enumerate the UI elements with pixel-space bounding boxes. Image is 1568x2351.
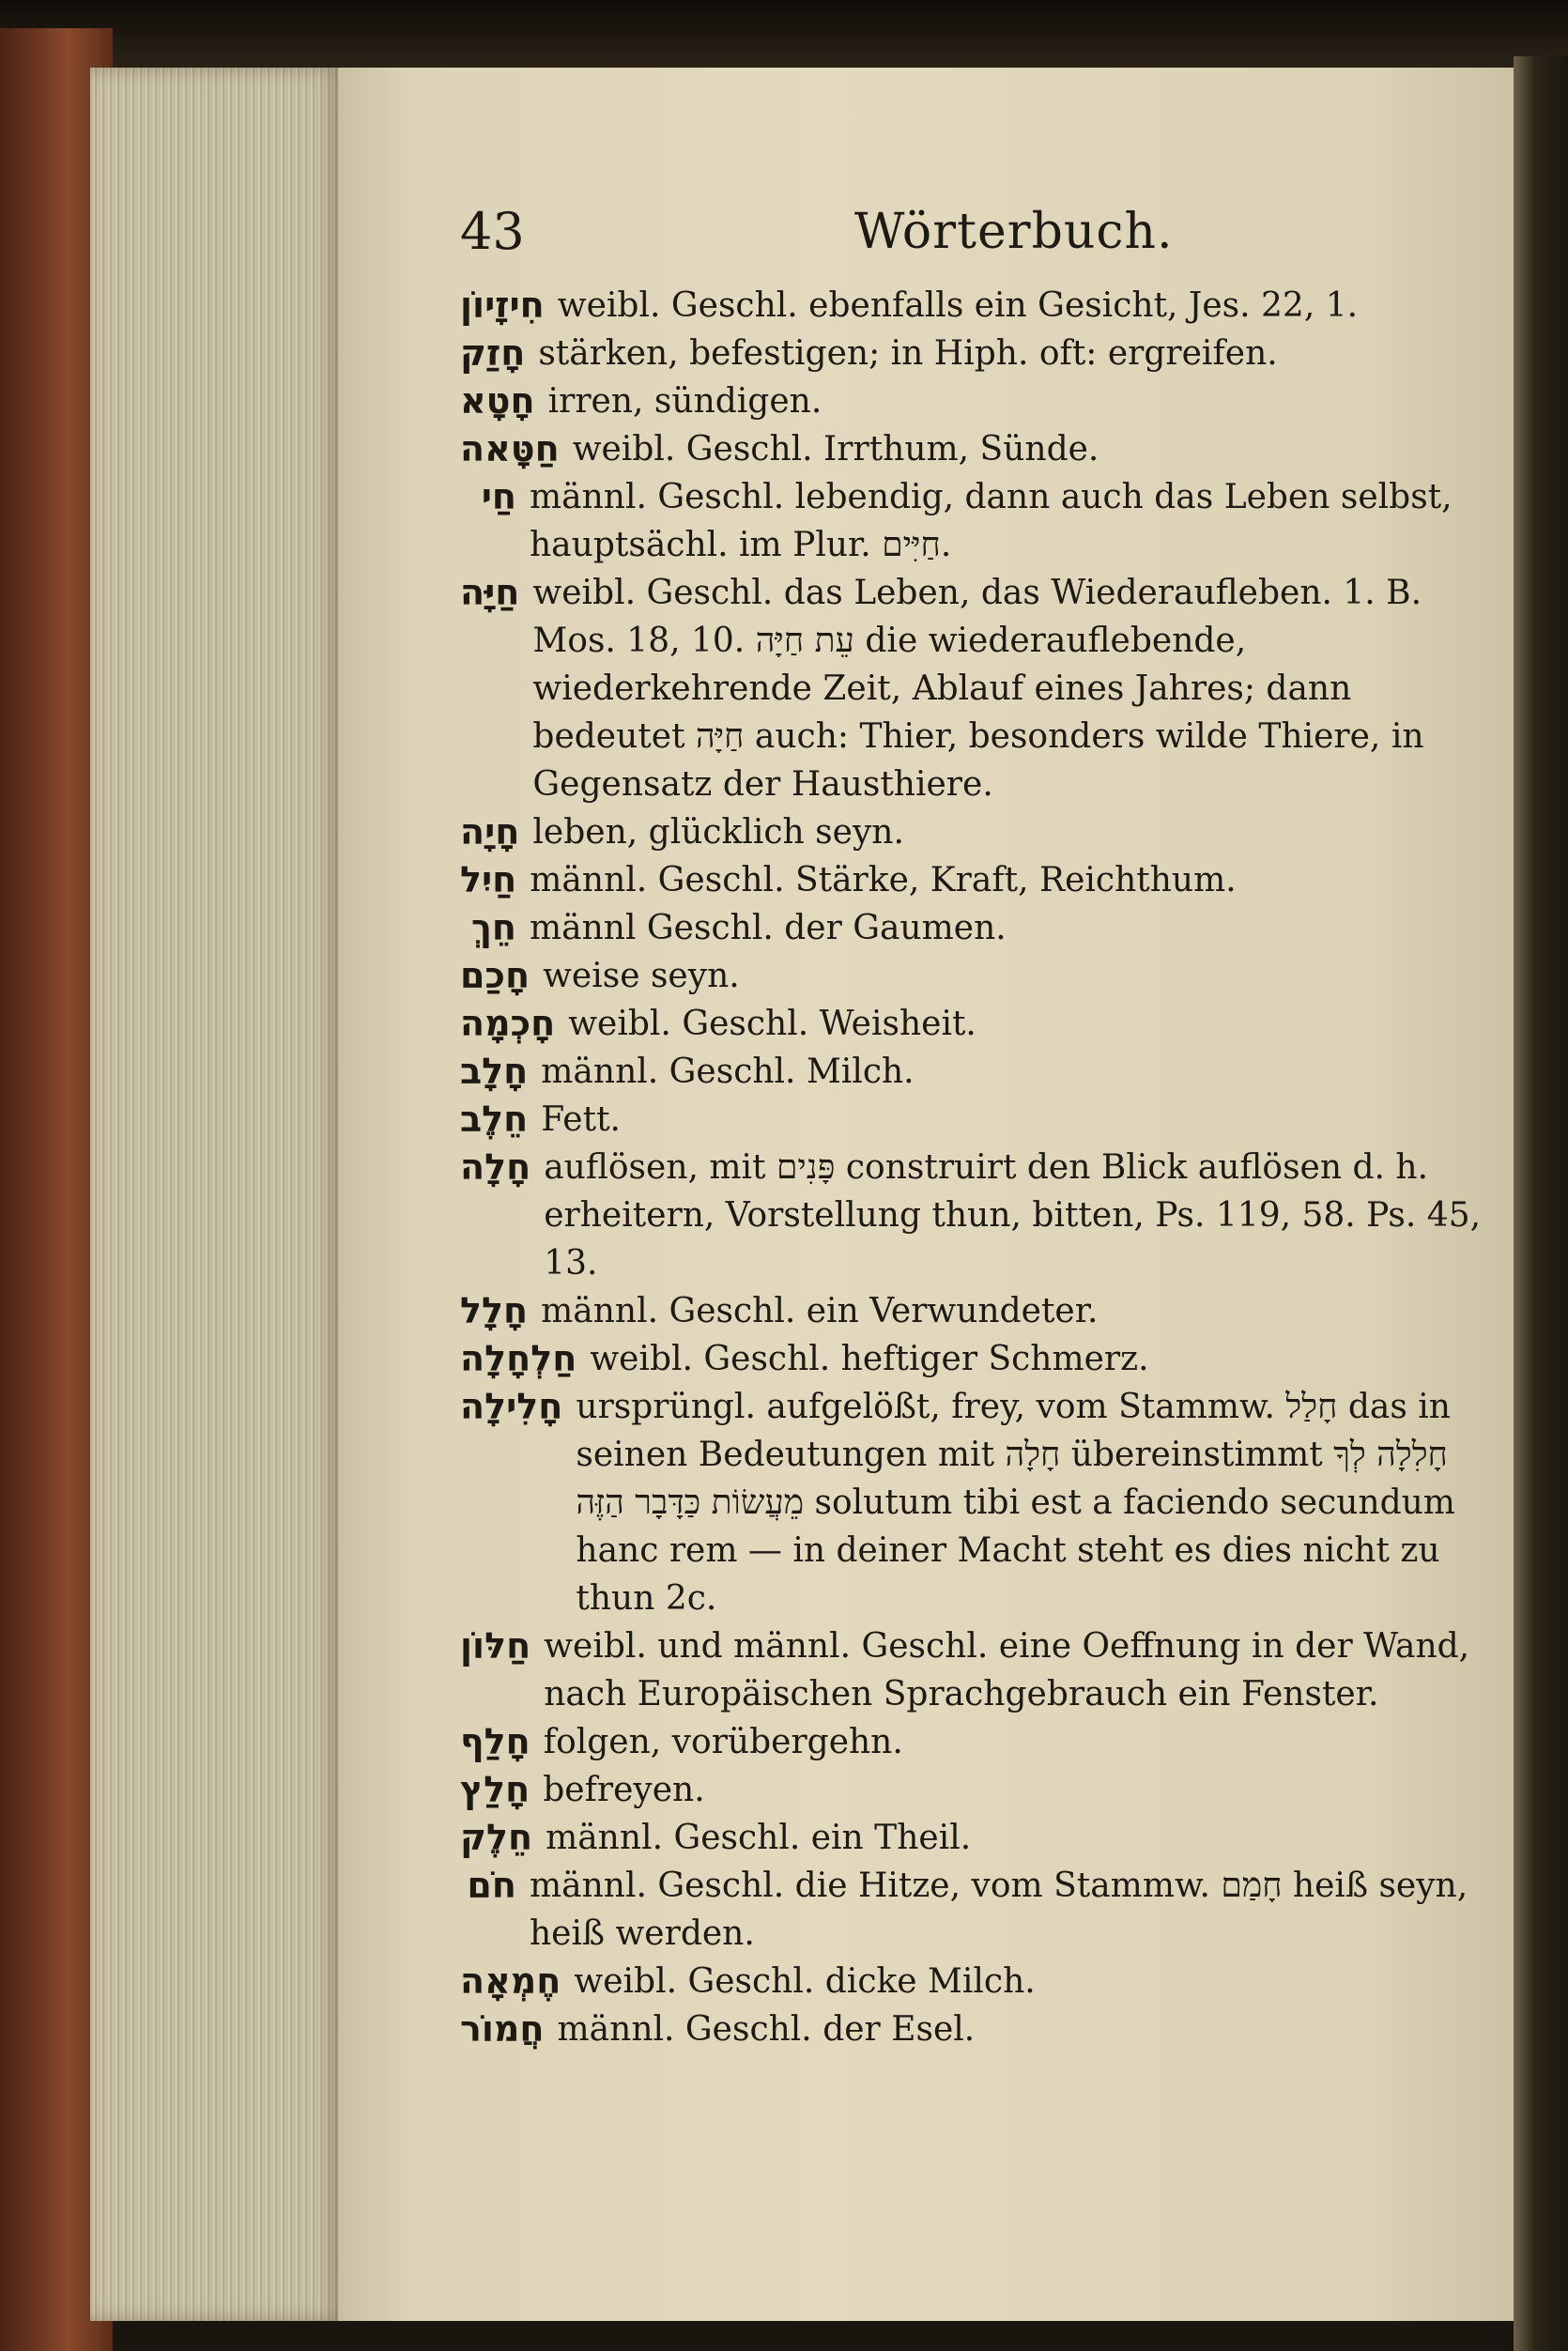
dictionary-entry bbox=[460, 473, 1493, 569]
entry-definition: stärken, befestigen; in Hiph. oft: ergreifen. bbox=[538, 334, 1278, 373]
page-edges bbox=[90, 68, 342, 2321]
entry-headword: חָלִילָה bbox=[460, 1386, 563, 1427]
dictionary-entry bbox=[460, 1335, 1493, 1383]
entry-definition: weibl. Geschl. dicke Milch. bbox=[574, 1962, 1036, 2001]
entry-headword: חַלְחָלָה bbox=[460, 1338, 577, 1379]
dictionary-entry bbox=[460, 2005, 1493, 2053]
entry-definition: auflösen, mit פָּנִים construirt den Blick auflösen d. h. erheitern, Vorstellung thun, bitten, Ps. 119, 58. Ps. 45, 13. bbox=[544, 1148, 1482, 1283]
entry-headword: חָלָה bbox=[460, 1146, 531, 1188]
entry-definition: weise seyn. bbox=[543, 957, 740, 995]
entry-definition: leben, glücklich seyn. bbox=[532, 813, 904, 852]
page-header bbox=[460, 199, 1455, 265]
entry-definition: weibl. Geschl. heftiger Schmerz. bbox=[590, 1340, 1149, 1378]
entry-headword: חָיָה bbox=[460, 811, 520, 853]
dictionary-entry bbox=[460, 282, 1493, 330]
dictionary-entry bbox=[460, 1814, 1493, 1862]
dictionary-entry bbox=[460, 1287, 1493, 1335]
dictionary-entry bbox=[460, 1383, 1493, 1622]
entry-headword: חָכְמָה bbox=[460, 1003, 556, 1044]
entry-headword: חֶמְאָה bbox=[460, 1960, 561, 2002]
dictionary-entry bbox=[460, 1862, 1493, 1958]
entry-headword: חַי bbox=[481, 476, 516, 517]
entry-definition: männl Geschl. der Gaumen. bbox=[530, 909, 1007, 947]
book-gutter bbox=[1514, 56, 1568, 2351]
dictionary-entry bbox=[460, 952, 1493, 1000]
entry-headword: חֹם bbox=[467, 1865, 516, 1906]
dictionary-entry bbox=[460, 377, 1493, 425]
entry-headword: חֵלֶק bbox=[460, 1817, 533, 1858]
entry-headword: חָלָל bbox=[460, 1290, 529, 1331]
entry-headword: חָכַם bbox=[460, 955, 530, 996]
dictionary-entry bbox=[460, 1958, 1493, 2005]
entry-definition: männl. Geschl. der Esel. bbox=[557, 2010, 976, 2049]
entry-definition: befreyen. bbox=[543, 1771, 705, 1809]
dictionary-entry bbox=[460, 856, 1493, 904]
entry-headword: חָטָא bbox=[460, 380, 535, 422]
entry-definition: männl. Geschl. Milch. bbox=[541, 1053, 915, 1091]
dictionary-entry bbox=[460, 330, 1493, 377]
entry-headword: חַלּוֹן bbox=[460, 1625, 531, 1667]
entry-headword: חַטָּאה bbox=[460, 428, 560, 469]
dictionary-entry bbox=[460, 1096, 1493, 1144]
dictionary-entry bbox=[460, 569, 1493, 808]
entry-definition: männl. Geschl. Stärke, Kraft, Reichthum. bbox=[530, 861, 1237, 899]
entry-definition: folgen, vorübergehn. bbox=[543, 1723, 903, 1761]
entry-headword: חָלָב bbox=[460, 1051, 529, 1092]
entry-definition: weibl. Geschl. ebenfalls ein Gesicht, Jes. 22, 1. bbox=[557, 286, 1359, 325]
entry-headword: חֲמוֹר bbox=[460, 2008, 545, 2050]
entry-headword: חִיזָיוֹן bbox=[460, 284, 545, 326]
entry-headword: חָזַק bbox=[460, 332, 526, 374]
entry-headword: חָלַף bbox=[460, 1721, 530, 1762]
dictionary-entry bbox=[460, 425, 1493, 473]
entry-headword: חֵלֶב bbox=[460, 1099, 529, 1140]
entry-definition: männl. Geschl. die Hitze, vom Stammw. חָמַם heiß seyn, heiß werden. bbox=[530, 1867, 1468, 1953]
entry-definition: weibl. Geschl. Weisheit. bbox=[568, 1005, 976, 1043]
top-shadow bbox=[0, 0, 1568, 68]
entry-headword: חַיָּה bbox=[460, 572, 520, 613]
entry-definition: männl. Geschl. ein Theil. bbox=[546, 1819, 972, 1857]
entry-headword: חֵךְ bbox=[470, 907, 516, 948]
dictionary-entry bbox=[460, 1000, 1493, 1048]
entry-headword: חָלַץ bbox=[460, 1769, 530, 1810]
dictionary-entry bbox=[460, 1048, 1493, 1096]
entry-definition: ursprüngl. aufgelößt, frey, vom Stammw. חָלַל das in seinen Bedeutungen mit חָלָה übereinstimmt חָלִלָה לְךָ מֵעֲשׂוֹת כַּדָּבָר הַזֶּה solutum tibi est a faciendo secundum hanc rem — in deiner Macht steht es dies nicht zu thun 2c. bbox=[576, 1388, 1455, 1618]
dictionary-entry bbox=[460, 1718, 1493, 1766]
entry-definition: männl. Geschl. ein Verwundeter. bbox=[541, 1292, 1099, 1330]
dictionary-entry bbox=[460, 904, 1493, 952]
dictionary-entry bbox=[460, 1766, 1493, 1814]
dictionary-entries bbox=[460, 282, 1493, 2053]
entry-definition: weibl. Geschl. Irrthum, Sünde. bbox=[572, 430, 1099, 469]
running-title: Wörterbuch. bbox=[854, 204, 1174, 260]
entry-definition: Fett. bbox=[541, 1100, 621, 1139]
entry-definition: weibl. und männl. Geschl. eine Oeffnung in der Wand, nach Europäischen Sprachgebrauch ein Fenster. bbox=[544, 1627, 1470, 1713]
entry-headword: חַיִל bbox=[460, 859, 517, 900]
entry-definition: weibl. Geschl. das Leben, das Wiederaufleben. 1. B. Mos. 18, 10. עֵת חַיָּה die wiederauflebende, wiederkehrende Zeit, Ablauf eines Jahres; dann bedeutet חַיָּה auch: Thier, besonders wilde Thiere, in Gegensatz der Hausthiere. bbox=[532, 574, 1424, 804]
entry-definition: irren, sündigen. bbox=[547, 382, 822, 421]
dictionary-entry bbox=[460, 808, 1493, 856]
dictionary-entry bbox=[460, 1622, 1493, 1718]
page-number: 43 bbox=[460, 202, 525, 261]
dictionary-entry bbox=[460, 1144, 1493, 1287]
entry-definition: männl. Geschl. lebendig, dann auch das Leben selbst, hauptsächl. im Plur. חַיִּים. bbox=[530, 478, 1453, 564]
